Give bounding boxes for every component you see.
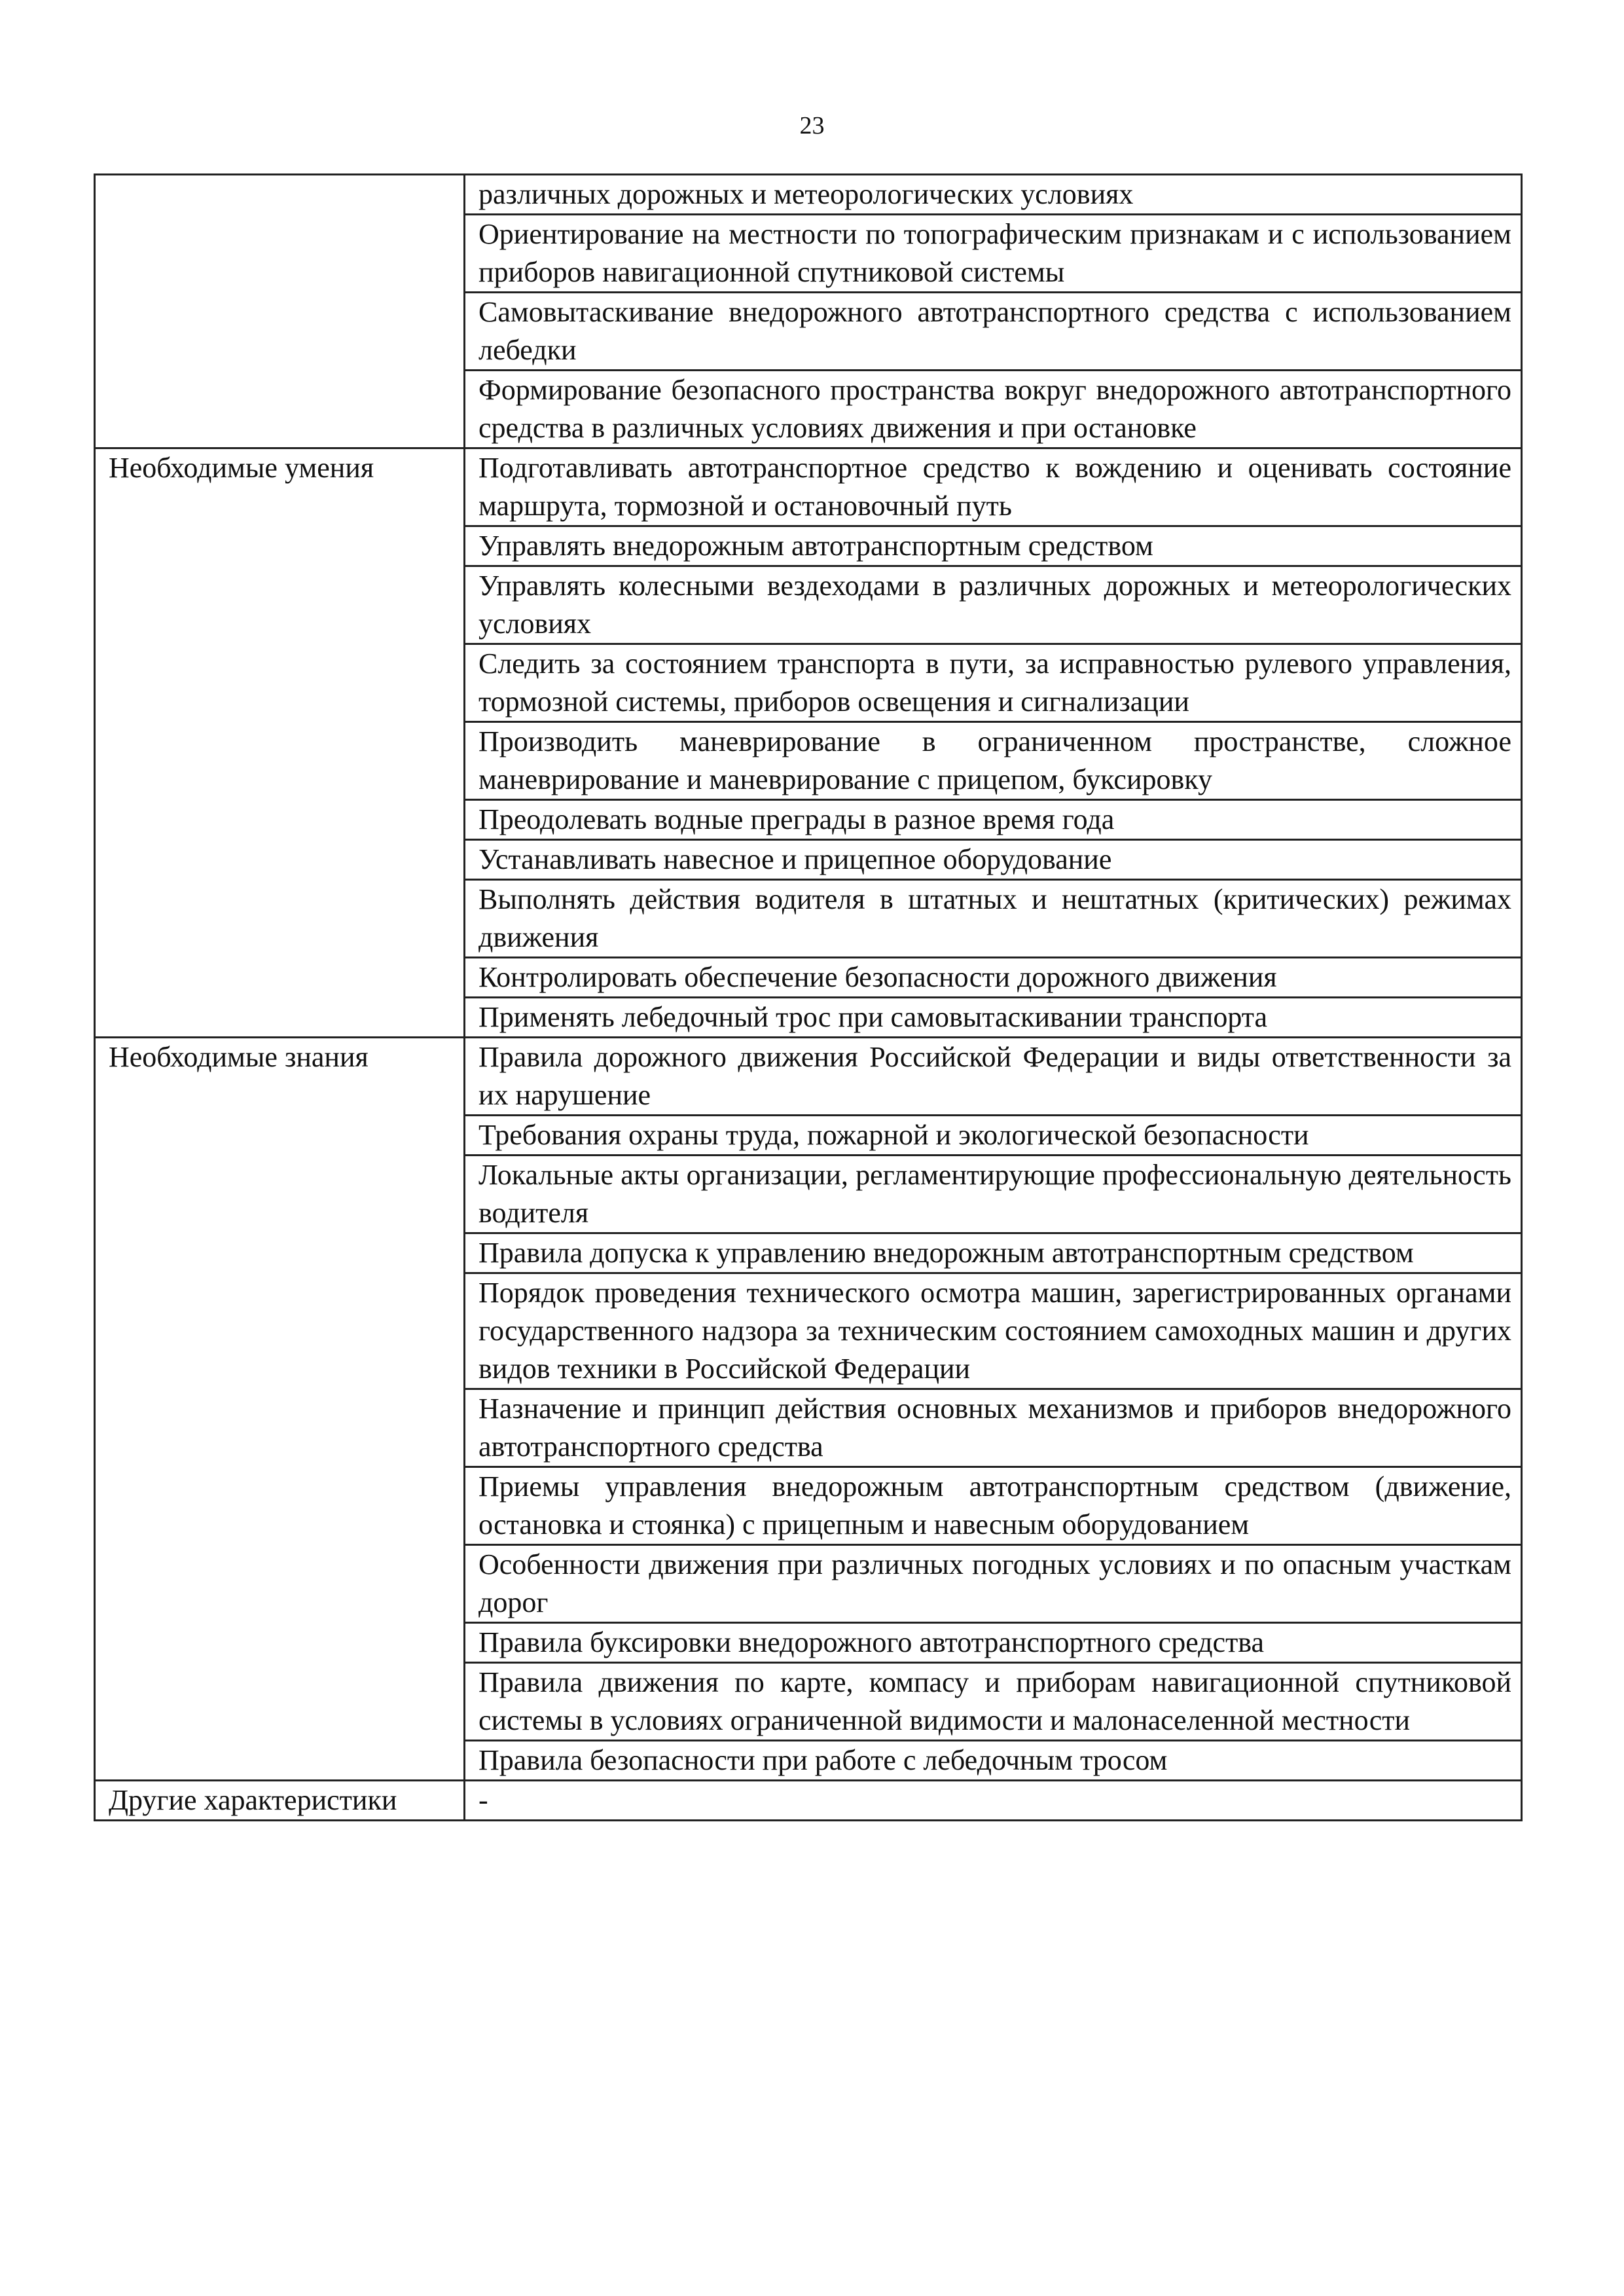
knowledge-item: Назначение и принцип действия основных механизмов и приборов внедорожного автотранспортного средства [465, 1389, 1522, 1467]
other-label: Другие характеристики [95, 1781, 465, 1821]
table-item-cell: Формирование безопасного пространства вокруг внедорожного автотранспортного средства в различных условиях движения и при остановке [465, 371, 1522, 448]
skill-item: Преодолевать водные преграды в разное время года [465, 800, 1522, 840]
knowledge-item: Правила дорожного движения Российской Федерации и виды ответственности за их нарушение [465, 1038, 1522, 1116]
skill-item: Контролировать обеспечение безопасности дорожного движения [465, 958, 1522, 998]
table-row [95, 448, 1522, 526]
knowledge-item: Правила допуска к управлению внедорожным автотранспортным средством [465, 1233, 1522, 1273]
continued-label-cell [95, 175, 465, 448]
table-row [95, 1781, 1522, 1821]
skill-item: Следить за состоянием транспорта в пути, за исправностью рулевого управления, тормозной системы, приборов освещения и сигнализации [465, 644, 1522, 722]
table-item-cell: Ориентирование на местности по топографическим признакам и с использованием приборов навигационной спутниковой системы [465, 215, 1522, 293]
table-item-cell: различных дорожных и метеорологических условиях [465, 175, 1522, 215]
knowledge-item: Требования охраны труда, пожарной и экологической безопасности [465, 1116, 1522, 1156]
page-number: 23 [799, 112, 825, 139]
table-row [95, 175, 1522, 215]
labor-function-table [94, 173, 1523, 1821]
skills-label: Необходимые умения [95, 448, 465, 1038]
knowledge-label: Необходимые знания [95, 1038, 465, 1781]
skill-item: Подготавливать автотранспортное средство к вождению и оценивать состояние маршрута, тормозной и остановочный путь [465, 448, 1522, 526]
table-item-cell: Самовытаскивание внедорожного автотранспортного средства с использованием лебедки [465, 293, 1522, 371]
knowledge-item: Особенности движения при различных погодных условиях и по опасным участкам дорог [465, 1545, 1522, 1623]
skill-item: Управлять колесными вездеходами в различных дорожных и метеорологических условиях [465, 566, 1522, 644]
skill-item: Применять лебедочный трос при самовытаскивании транспорта [465, 998, 1522, 1038]
knowledge-item: Приемы управления внедорожным автотранспортным средством (движение, остановка и стоянка) с прицепным и навесным оборудованием [465, 1467, 1522, 1545]
knowledge-item: Правила буксировки внедорожного автотранспортного средства [465, 1623, 1522, 1663]
knowledge-item: Локальные акты организации, регламентирующие профессиональную деятельность водителя [465, 1156, 1522, 1233]
skill-item: Выполнять действия водителя в штатных и нештатных (критических) режимах движения [465, 880, 1522, 958]
table-row [95, 1038, 1522, 1116]
knowledge-item: Правила безопасности при работе с лебедочным тросом [465, 1741, 1522, 1781]
skill-item: Производить маневрирование в ограниченном пространстве, сложное маневрирование и маневрирование с прицепом, буксировку [465, 722, 1522, 800]
other-value: - [465, 1781, 1522, 1821]
knowledge-item: Порядок проведения технического осмотра машин, зарегистрированных органами государственного надзора за техническим состоянием самоходных машин и других видов техники в Российской Федерации [465, 1273, 1522, 1389]
knowledge-item: Правила движения по карте, компасу и приборам навигационной спутниковой системы в условиях ограниченной видимости и малонаселенной местности [465, 1663, 1522, 1741]
skill-item: Управлять внедорожным автотранспортным средством [465, 526, 1522, 566]
skill-item: Устанавливать навесное и прицепное оборудование [465, 840, 1522, 880]
